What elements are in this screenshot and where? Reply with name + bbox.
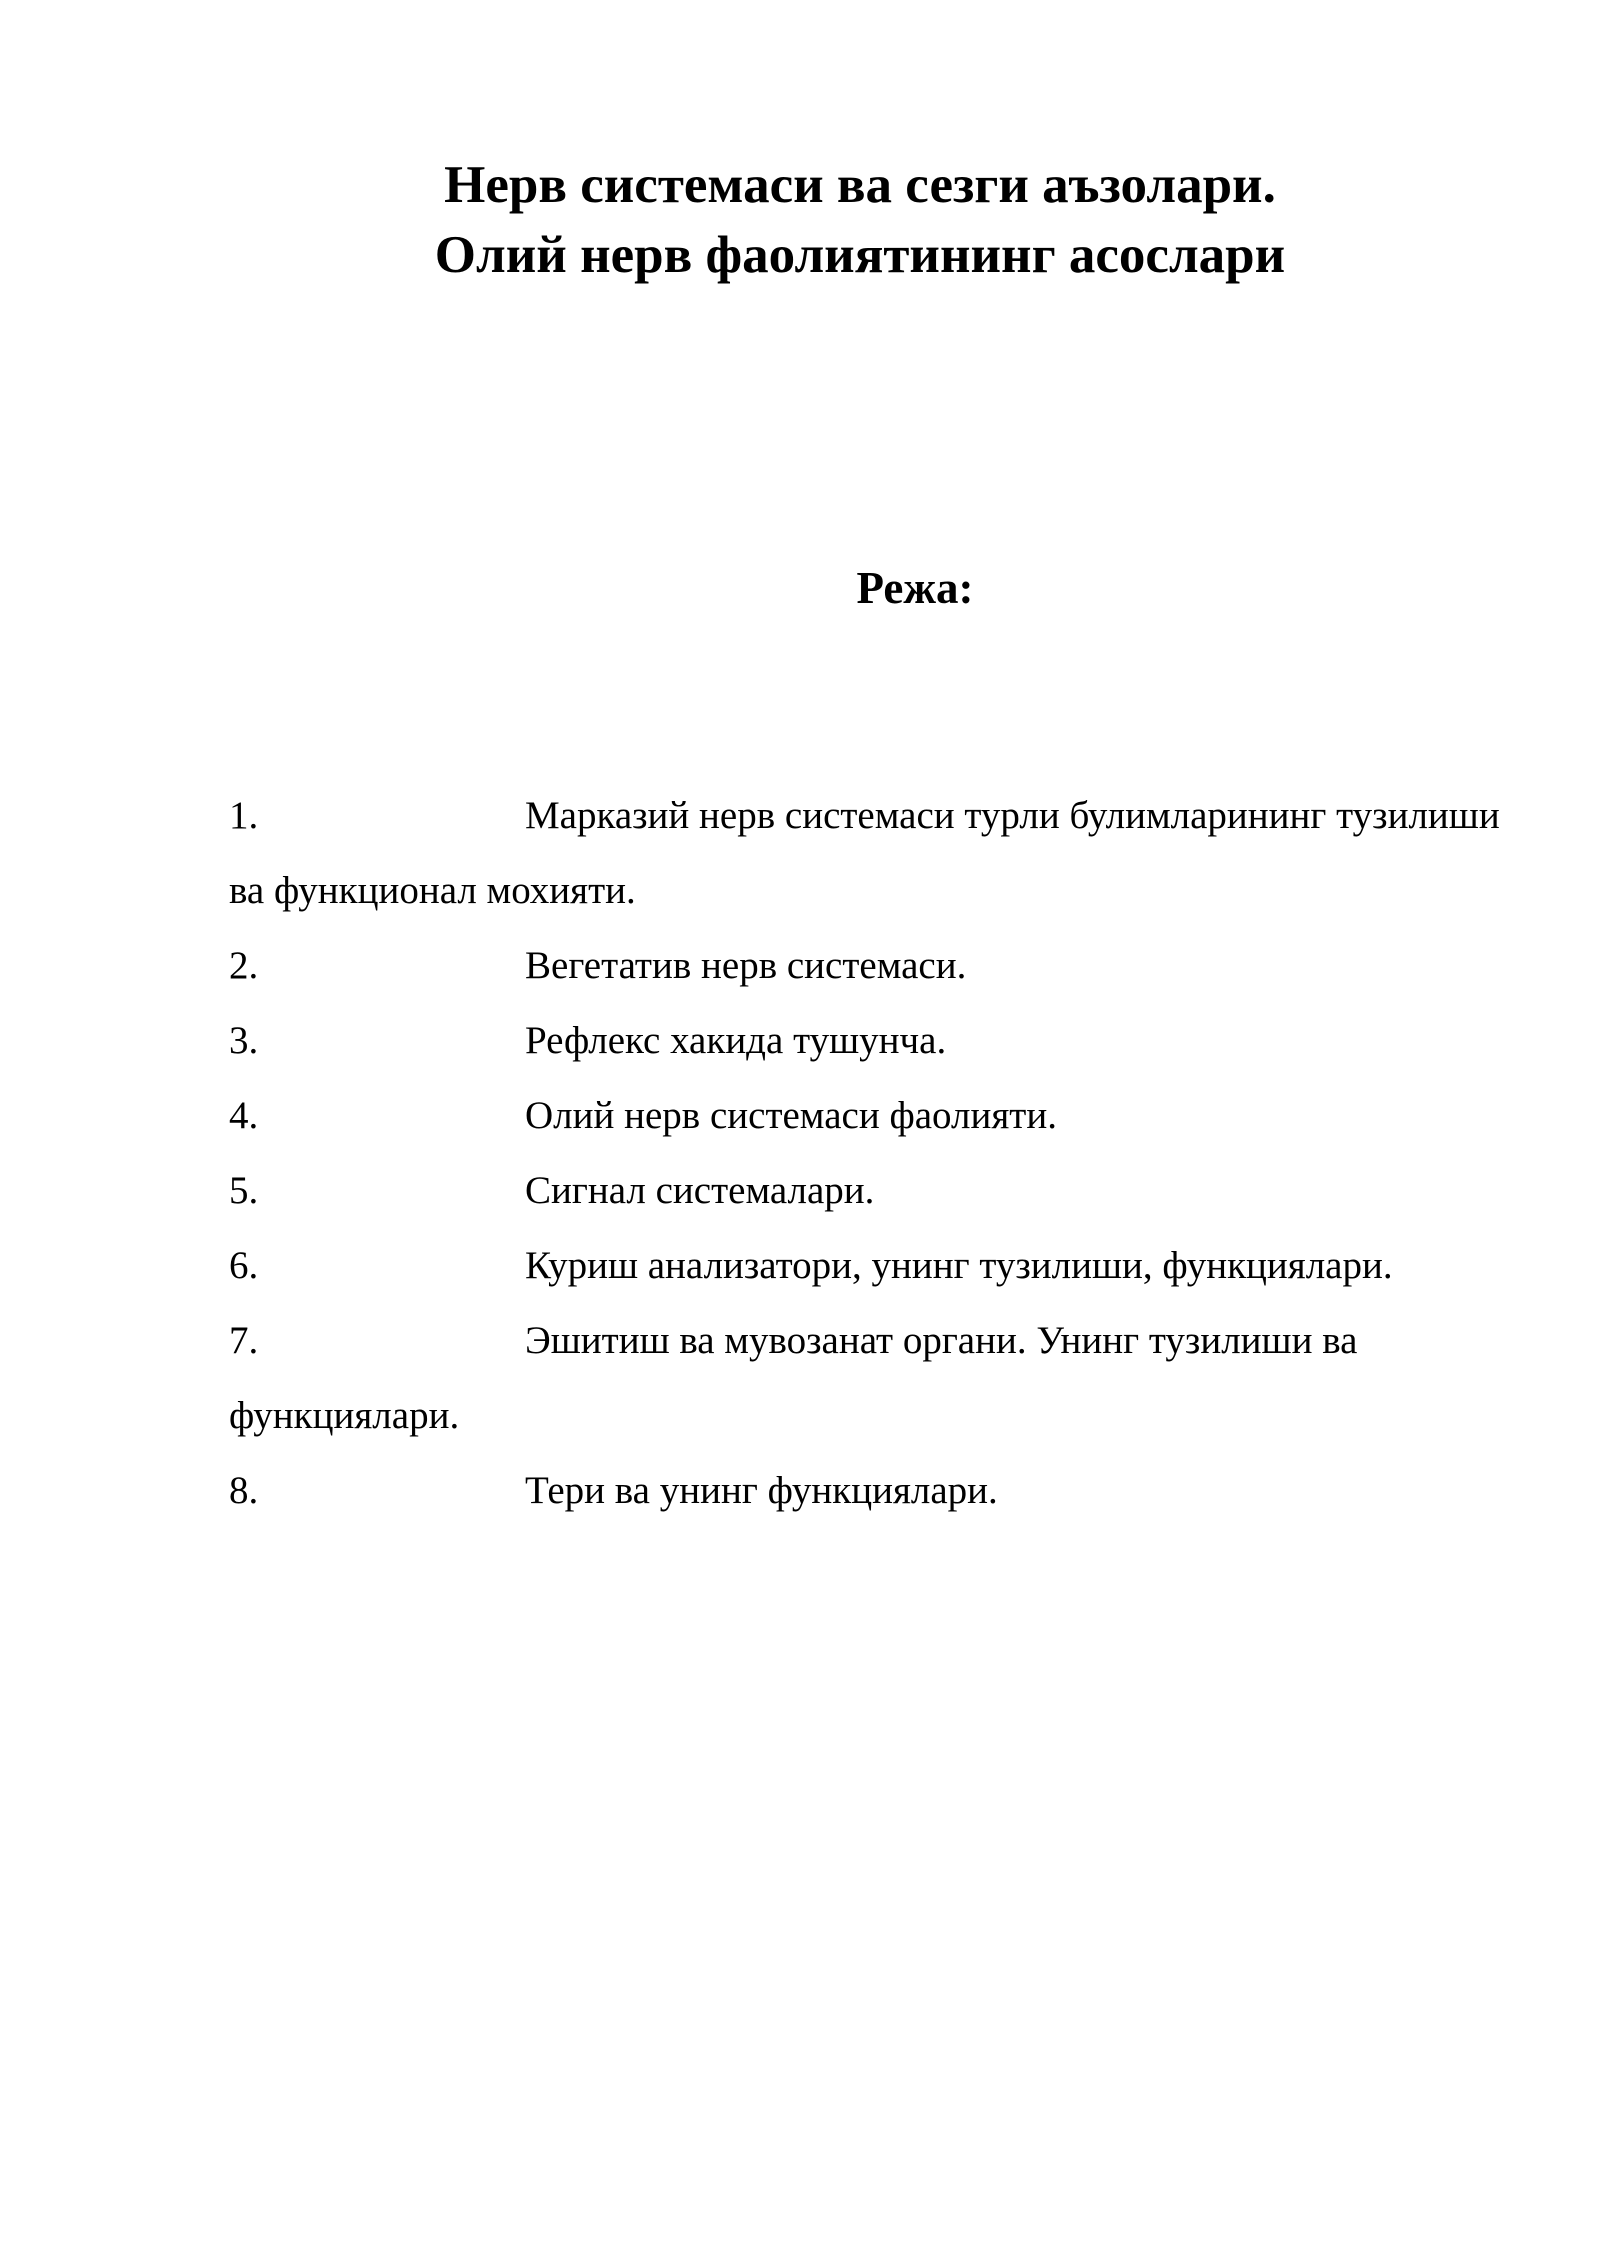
plan-item-6 — [229, 1228, 1529, 1303]
plan-item-number: 4. — [229, 1094, 259, 1137]
plan-list — [229, 778, 1529, 1528]
plan-item-number: 5. — [229, 1169, 259, 1212]
plan-item-text: Марказий нерв системаси турли булимларининг тузилиши ва функционал мохияти. — [229, 794, 1500, 912]
plan-item-2 — [229, 928, 1529, 1003]
document-title — [260, 150, 1460, 290]
title-line-2: Олий нерв фаолиятининг асослари — [434, 226, 1286, 284]
plan-item-number: 8. — [229, 1469, 259, 1512]
plan-item-4 — [229, 1078, 1529, 1153]
plan-item-text: Куриш анализатори, унинг тузилиши, функциялари. — [525, 1244, 1393, 1287]
plan-item-number: 6. — [229, 1244, 259, 1287]
plan-item-number: 3. — [229, 1019, 259, 1062]
plan-item-text: Рефлекс хакида тушунча. — [525, 1019, 947, 1062]
plan-item-number: 7. — [229, 1319, 259, 1362]
plan-item-text: Сигнал системалари. — [525, 1169, 875, 1212]
plan-item-number: 2. — [229, 944, 259, 987]
title-line-1: Нерв системаси ва сезги аъзолари. — [444, 156, 1276, 214]
plan-item-text: Олий нерв системаси фаолияти. — [525, 1094, 1057, 1137]
plan-item-text: Вегетатив нерв системаси. — [525, 944, 967, 987]
plan-item-8 — [229, 1453, 1529, 1528]
plan-heading: Режа: — [856, 563, 974, 613]
plan-item-5 — [229, 1153, 1529, 1228]
plan-item-text: Эшитиш ва мувозанат органи. Унинг тузилиши ва функциялари. — [229, 1319, 1358, 1437]
plan-item-1 — [229, 778, 1529, 928]
plan-item-3 — [229, 1003, 1529, 1078]
plan-item-text: Тери ва унинг функциялари. — [525, 1469, 998, 1512]
plan-item-number: 1. — [229, 794, 259, 837]
plan-item-7 — [229, 1303, 1529, 1453]
